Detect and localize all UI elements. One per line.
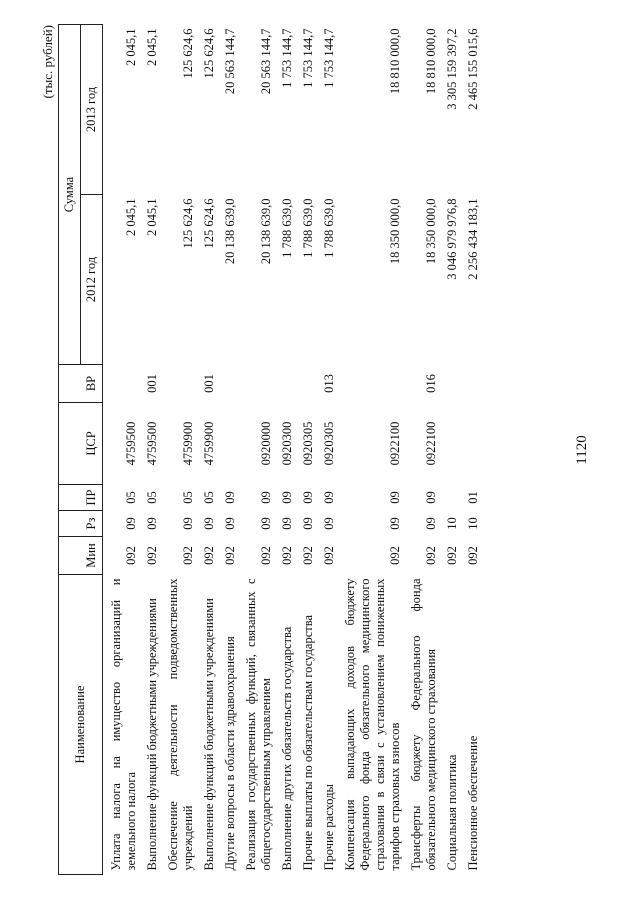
row-csr: 4759500: [124, 421, 138, 466]
row-amount-2013: 125 624,6: [202, 28, 216, 79]
header-csr: ЦСР: [59, 403, 103, 485]
row-min: 092: [388, 546, 402, 565]
row-amount-2012: 2 045,1: [124, 198, 138, 236]
row-name: Другие вопросы в области здравоохранения: [223, 636, 237, 871]
header-rz: Рз: [59, 511, 103, 537]
row-csr: 4759900: [181, 421, 195, 466]
table-row: [199, 25, 220, 875]
row-rz: 09: [124, 517, 138, 530]
row-amount-2012: 2 045,1: [145, 198, 159, 236]
row-amount-2012: 125 624,6: [181, 198, 195, 249]
row-pr: 09: [259, 491, 273, 504]
row-vr: 001: [202, 374, 216, 393]
row-min: 092: [322, 546, 336, 565]
row-csr: 0920000: [259, 421, 273, 466]
row-rz: 09: [388, 517, 402, 530]
unit-note: (тыс. рублей): [40, 25, 55, 99]
row-rz: 10: [445, 517, 459, 530]
header-sum: Сумма: [59, 25, 81, 365]
row-name: Социальная политика: [445, 754, 459, 871]
table-row: [277, 25, 298, 875]
row-amount-2012: 1 788 639,0: [280, 198, 294, 258]
row-min: 092: [301, 546, 315, 565]
row-pr: 09: [223, 491, 237, 504]
row-name: Прочие выплаты по обязательствам государства: [301, 614, 315, 871]
row-rz: 09: [424, 517, 438, 530]
row-amount-2013: 20 563 144,7: [223, 28, 237, 95]
row-pr: 09: [322, 491, 336, 504]
row-min: 092: [181, 546, 195, 565]
row-pr: [442, 485, 463, 511]
row-amount-2012: 20 138 639,0: [223, 198, 237, 265]
row-amount-2013: 1 753 144,7: [280, 28, 294, 88]
row-vr: [220, 365, 241, 403]
row-amount-2013: 2 045,1: [124, 28, 138, 66]
row-pr: 01: [466, 491, 480, 504]
table-header: [59, 25, 103, 875]
row-pr: 09: [280, 491, 294, 504]
row-amount-2013: 3 305 159 397,2: [445, 28, 459, 110]
row-min: 092: [280, 546, 294, 565]
row-amount-2013: 1 753 144,7: [301, 28, 315, 88]
row-vr: 013: [322, 374, 336, 393]
row-csr: 0920300: [280, 421, 294, 466]
table-row: [241, 25, 277, 875]
row-min: 092: [223, 546, 237, 565]
header-name: Наименование: [59, 575, 103, 875]
row-name: Трансферты бюджету Федерального фонда обязательного медицинского страхования: [409, 578, 438, 871]
table-row: [463, 25, 484, 875]
row-name: Обеспечение деятельности подведомственных учреждений: [166, 578, 195, 871]
budget-table: [58, 24, 484, 875]
row-amount-2013: 2 465 155 015,6: [466, 28, 480, 110]
row-name: Реализация государственных функций, связанных с общегосударственным управлением: [244, 578, 273, 871]
page-number: 1120: [574, 435, 590, 465]
row-amount-2013: 1 753 144,7: [322, 28, 336, 88]
row-csr: [442, 403, 463, 485]
row-amount-2013: 20 563 144,7: [259, 28, 273, 95]
header-vr: ВР: [59, 365, 103, 403]
row-pr: 05: [202, 491, 216, 504]
row-rz: 09: [223, 517, 237, 530]
row-pr: 05: [145, 491, 159, 504]
row-pr: 05: [181, 491, 195, 504]
row-vr: [463, 365, 484, 403]
row-name: Пенсионное обеспечение: [466, 735, 480, 871]
row-amount-2012: 2 256 434 183,1: [466, 198, 480, 280]
row-amount-2012: 1 788 639,0: [301, 198, 315, 258]
row-name: Выполнение функций бюджетными учреждениями: [202, 598, 216, 871]
table-row: [319, 25, 340, 875]
row-min: 092: [145, 546, 159, 565]
row-name: Выполнение других обязательств государства: [280, 626, 294, 871]
table-row: [442, 25, 463, 875]
row-csr: 0922100: [388, 421, 402, 466]
row-csr: 4759900: [202, 421, 216, 466]
row-name: Уплата налога на имущество организаций и земельного налога: [109, 578, 138, 871]
row-amount-2012: 1 788 639,0: [322, 198, 336, 258]
table-row: [406, 25, 442, 875]
header-year-2012: 2012 год: [81, 195, 103, 365]
row-vr: [103, 365, 143, 403]
row-pr: 09: [301, 491, 315, 504]
row-amount-2012: 20 138 639,0: [259, 198, 273, 265]
row-vr: 001: [145, 374, 159, 393]
row-rz: 10: [466, 517, 480, 530]
row-min: 092: [424, 546, 438, 565]
row-rz: 09: [202, 517, 216, 530]
row-min: 092: [445, 546, 459, 565]
row-rz: 09: [301, 517, 315, 530]
row-pr: 09: [424, 491, 438, 504]
row-name: Прочие расходы: [322, 784, 336, 871]
row-csr: 0920305: [322, 421, 336, 466]
row-vr: [340, 365, 406, 403]
row-min: 092: [259, 546, 273, 565]
header-pr: ПР: [59, 485, 103, 511]
table-row: [142, 25, 163, 875]
row-amount-2013: 2 045,1: [145, 28, 159, 66]
row-csr: 4759500: [145, 421, 159, 466]
table-row: [220, 25, 241, 875]
table-row: [298, 25, 319, 875]
table-row: [340, 25, 406, 875]
row-csr: [463, 403, 484, 485]
row-rz: 09: [145, 517, 159, 530]
table-row: [163, 25, 199, 875]
row-rz: 09: [259, 517, 273, 530]
row-min: 092: [466, 546, 480, 565]
row-rz: 09: [181, 517, 195, 530]
row-min: 092: [202, 546, 216, 565]
row-pr: 09: [388, 491, 402, 504]
row-rz: 09: [280, 517, 294, 530]
row-rz: 09: [322, 517, 336, 530]
row-amount-2012: 3 046 979 976,8: [445, 198, 459, 280]
row-csr: 0920305: [301, 421, 315, 466]
row-min: 092: [124, 546, 138, 565]
row-vr: [163, 365, 199, 403]
header-min: Мин: [59, 537, 103, 575]
row-csr: [220, 403, 241, 485]
table-row: [103, 25, 143, 875]
row-pr: 05: [124, 491, 138, 504]
row-vr: [442, 365, 463, 403]
row-amount-2013: 18 810 000,0: [424, 28, 438, 95]
row-name: Выполнение функций бюджетными учреждениями: [145, 598, 159, 871]
header-year-2013: 2013 год: [81, 25, 103, 195]
rotated-page: [40, 25, 590, 875]
row-vr: [241, 365, 277, 403]
row-amount-2012: 125 624,6: [202, 198, 216, 249]
row-amount-2013: 18 810 000,0: [388, 28, 402, 95]
row-name: Компенсация выпадающих доходов бюджету Федерального фонда обязательного медицинского страхования в связи с установлением пониженных тарифов страховых взносов: [343, 578, 402, 871]
row-vr: 016: [424, 374, 438, 393]
row-vr: [298, 365, 319, 403]
row-amount-2012: 18 350 000,0: [424, 198, 438, 265]
table-body: [103, 25, 485, 875]
row-csr: 0922100: [424, 421, 438, 466]
row-amount-2013: 125 624,6: [181, 28, 195, 79]
row-amount-2012: 18 350 000,0: [388, 198, 402, 265]
row-vr: [277, 365, 298, 403]
